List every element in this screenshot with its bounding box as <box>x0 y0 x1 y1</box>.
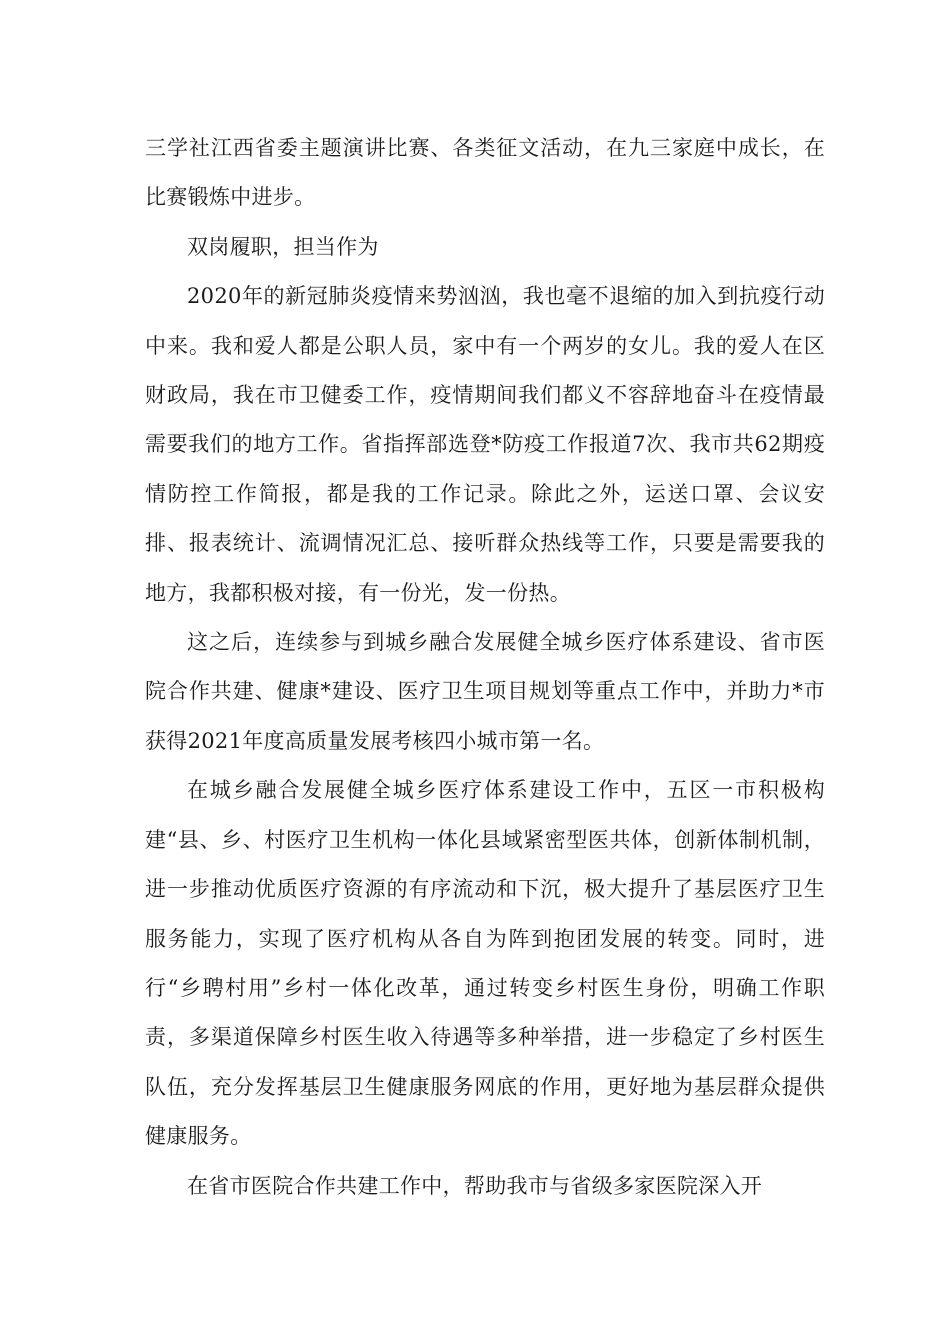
paragraph-epidemic-work: 2020年的新冠肺炎疫情来势汹汹，我也毫不退缩的加入到抗疫行动中来。我和爱人都是公职人员，家中有一个两岁的女儿。我的爱人在区财政局，我在市卫健委工作，疫情期间我们都义不容辞地奋斗在疫情最需要我们的地方工作。省指挥部选登*防疫工作报道7次、我市共62期疫情防控工作简报，都是我的工作记录。除此之外，运送口罩、会议安排、报表统计、流调情况汇总、接听群众热线等工作，只要是需要我的地方，我都积极对接，有一份光，发一份热。 <box>145 284 825 605</box>
section-heading: 双岗履职，担当作为 <box>187 234 379 259</box>
paragraph-hospital-cooperation: 在省市医院合作共建工作中，帮助我市与省级多家医院深入开 <box>187 1173 763 1198</box>
paragraph-urban-rural-medical: 在城乡融合发展健全城乡医疗体系建设工作中，五区一市积极构建“县、乡、村医疗卫生机构一体化县域紧密型医共体，创新体制机制，进一步推动优质医疗资源的有序流动和下沉，极大提升了基层医疗卫生服务能力，实现了医疗机构从各自为阵到抱团发展的转变。同时，进行“乡聘村用”乡村一体化改革，通过转变乡村医生身份，明确工作职责，多渠道保障乡村医生收入待遇等多种举措，进一步稳定了乡村医生队伍，充分发挥基层卫生健康服务网底的作用，更好地为基层群众提供健康服务。 <box>145 778 825 1149</box>
document-body <box>145 124 825 1211</box>
paragraph-key-projects: 这之后，连续参与到城乡融合发展健全城乡医疗体系建设、省市医院合作共建、健康*建设、医疗卫生项目规划等重点工作中，并助力*市获得2021年度高质量发展考核四小城市第一名。 <box>145 630 825 753</box>
paragraph-continuation: 三学社江西省委主题演讲比赛、各类征文活动，在九三家庭中成长，在比赛锻炼中进步。 <box>145 136 825 210</box>
